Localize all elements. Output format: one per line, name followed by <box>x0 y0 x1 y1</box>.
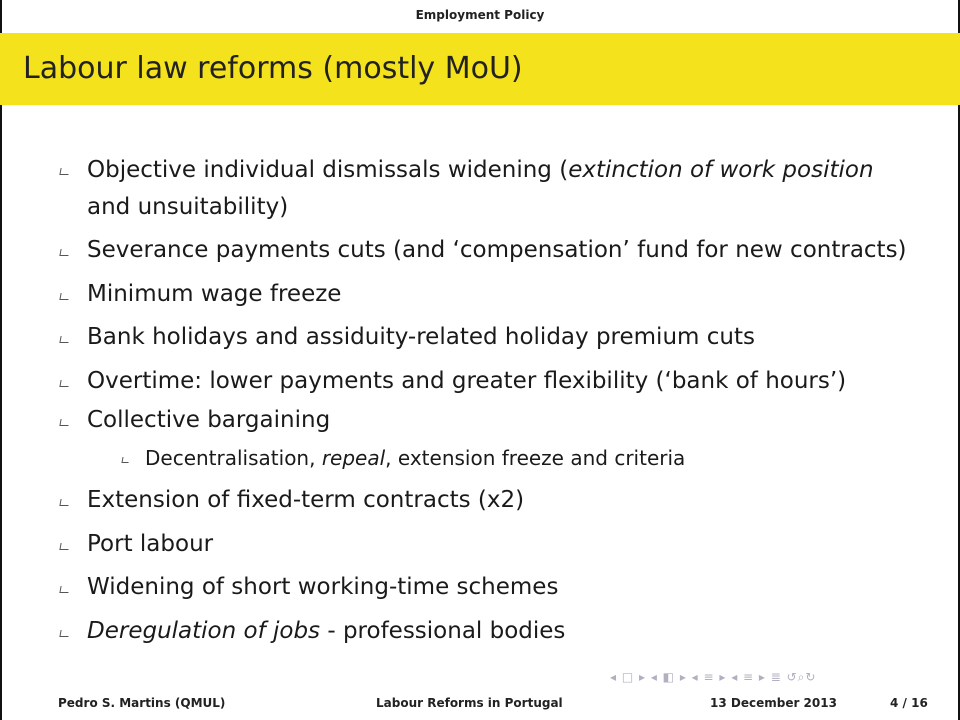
bullet-icon <box>59 499 69 506</box>
bullet-icon <box>59 380 69 387</box>
sub-list-item-text: Decentralisation, repeal, extension freeze and criteria <box>145 446 686 470</box>
list-item-text: Widening of short working-time schemes <box>87 574 559 600</box>
bullet-icon <box>59 168 69 175</box>
bullet-icon <box>59 293 69 300</box>
bullet-icon <box>59 586 69 593</box>
list-item-text: Deregulation of jobs - professional bodies <box>87 618 566 644</box>
footer-date: 13 December 2013 <box>710 696 837 710</box>
footer-author: Pedro S. Martins (QMUL) <box>58 696 226 710</box>
left-frame-border <box>0 0 2 720</box>
list-item-text: Bank holidays and assiduity-related holiday premium cuts <box>87 324 755 350</box>
footer-page-number: 4 / 16 <box>890 696 928 710</box>
footer-talk-title: Labour Reforms in Portugal <box>376 696 563 710</box>
list-item-text: Severance payments cuts (and ‘compensation’ fund for new contracts) <box>87 237 907 263</box>
section-header: Employment Policy <box>415 8 545 22</box>
title-bar <box>0 33 960 105</box>
bullet-icon <box>59 630 69 637</box>
list-item-text: Minimum wage freeze <box>87 281 342 307</box>
beamer-navigation-symbols[interactable]: ◂ □ ▸ ◂ ◧ ▸ ◂ ≡ ▸ ◂ ≡ ▸ ≣ ↺⌕↻ <box>610 670 817 684</box>
bullet-icon <box>59 336 69 343</box>
footer <box>0 696 960 716</box>
bullet-icon <box>59 249 69 256</box>
list-item-text: Port labour <box>87 531 214 557</box>
list-item-text: Collective bargaining <box>87 407 331 433</box>
list-item-text-continued: and unsuitability) <box>87 194 289 220</box>
slide-title: Labour law reforms (mostly MoU) <box>23 51 523 86</box>
list-item-text: Objective individual dismissals widening (extinction of work position <box>87 157 874 183</box>
bullet-icon <box>59 419 69 426</box>
bullet-icon <box>59 543 69 550</box>
sub-bullet-icon <box>121 457 129 463</box>
list-item-text: Overtime: lower payments and greater flexibility (‘bank of hours’) <box>87 368 847 394</box>
list-item-text: Extension of fixed-term contracts (x2) <box>87 487 525 513</box>
